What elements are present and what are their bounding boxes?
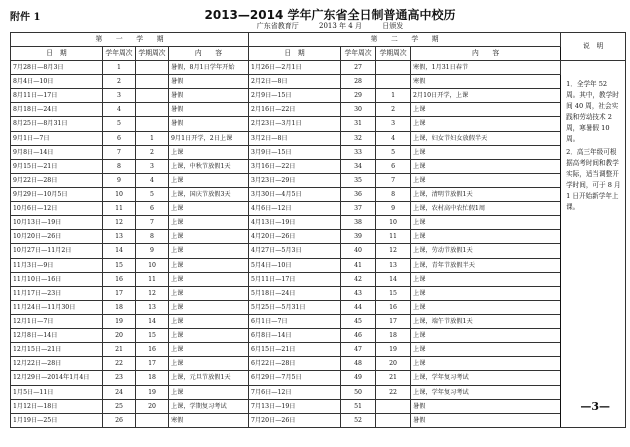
table-row [11,286,626,300]
term2-content-cell: 2月10日开学，上课 [411,89,561,103]
term2-term-week-cell: 8 [376,187,411,201]
term2-date-cell: 3月2日—8日 [249,131,341,145]
table-row [11,300,626,314]
term2-week-cell: 49 [341,371,376,385]
term1-date-cell: 12月29日—2014年1月4日 [11,371,103,385]
school-calendar-table [10,32,626,428]
term2-week-cell: 29 [341,89,376,103]
term-header-row [11,33,626,47]
term1-term-week-cell: 14 [136,314,169,328]
table-row [11,258,626,272]
term2-term-week-cell: 22 [376,385,411,399]
term1-content-cell: 上课 [169,300,249,314]
attachment-label: 附件 1 [10,12,41,23]
term1-week-cell: 18 [103,300,136,314]
term2-week-cell: 47 [341,343,376,357]
term2-week-cell: 30 [341,103,376,117]
term2-date-cell: 6月29日—7月5日 [249,371,341,385]
table-row [11,202,626,216]
term1-term-week-cell: 5 [136,187,169,201]
term1-date-cell: 11月3日—9日 [11,258,103,272]
term2-term-week-cell: 7 [376,173,411,187]
term1-date-cell: 1月5日—11日 [11,385,103,399]
table-row [11,75,626,89]
term2-week-cell: 33 [341,145,376,159]
term1-week-cell: 7 [103,145,136,159]
table-row [11,103,626,117]
term1-week-cell: 14 [103,244,136,258]
term1-week-cell: 17 [103,286,136,300]
term1-content-cell: 暑假 [169,75,249,89]
table-row [11,343,626,357]
term1-week-cell: 25 [103,399,136,413]
term2-date-header: 日 期 [249,47,341,61]
term2-week-cell: 35 [341,173,376,187]
term2-date-cell: 5月18日—24日 [249,286,341,300]
term1-content-header: 内 容 [169,47,249,61]
term2-date-cell: 4月6日—12日 [249,202,341,216]
term1-date-cell: 9月29日—10月5日 [11,187,103,201]
term2-term-week-cell [376,61,411,75]
term2-week-cell: 31 [341,117,376,131]
term1-date-cell: 11月10日—16日 [11,272,103,286]
term2-week-header: 学年周次 [341,47,376,61]
term2-term-week-cell: 12 [376,244,411,258]
term2-term-week-cell: 15 [376,286,411,300]
term1-week-cell: 1 [103,61,136,75]
term2-week-cell: 43 [341,286,376,300]
term2-content-cell: 上课，农村高中农忙假1周 [411,202,561,216]
table-row [11,131,626,145]
term2-term-week-cell: 16 [376,300,411,314]
term1-date-cell: 9月8日—14日 [11,145,103,159]
term1-week-cell: 10 [103,187,136,201]
term1-content-cell: 上课 [169,357,249,371]
term2-week-cell: 27 [341,61,376,75]
term2-content-cell: 上课 [411,329,561,343]
term1-date-cell: 12月8日—14日 [11,329,103,343]
term1-header: 第 一 学 期 [11,33,249,47]
term1-date-cell: 12月1日—7日 [11,314,103,328]
term2-week-cell: 28 [341,75,376,89]
issued-label: 日颁发 [382,22,404,30]
term2-content-cell: 上课，学年复习考试 [411,371,561,385]
term1-date-cell: 8月18日—24日 [11,103,103,117]
term2-content-cell: 寒假 [411,75,561,89]
notes-cell [561,61,626,428]
term1-date-cell: 7月28日—8月3日 [11,61,103,75]
term1-term-week-cell: 12 [136,286,169,300]
term1-content-cell: 上课，国庆节放假3天 [169,187,249,201]
term1-week-cell: 22 [103,357,136,371]
term2-term-week-cell: 19 [376,343,411,357]
term2-term-week-cell: 11 [376,230,411,244]
term1-term-week-cell: 8 [136,230,169,244]
term1-content-cell: 上课 [169,145,249,159]
term2-week-cell: 36 [341,187,376,201]
term1-date-cell: 11月17日—23日 [11,286,103,300]
term1-term-week-cell: 16 [136,343,169,357]
term1-term-week-cell: 9 [136,244,169,258]
term1-date-cell: 10月6日—12日 [11,202,103,216]
term2-date-cell: 3月16日—22日 [249,159,341,173]
term1-term-week-cell: 7 [136,216,169,230]
term2-week-cell: 34 [341,159,376,173]
term1-content-cell: 上课 [169,343,249,357]
term2-date-cell: 6月8日—14日 [249,329,341,343]
table-row [11,244,626,258]
term1-date-cell: 8月4日—10日 [11,75,103,89]
term1-term-week-cell: 4 [136,173,169,187]
term1-content-cell: 暑假 [169,103,249,117]
table-row [11,173,626,187]
term1-term-week-cell [136,89,169,103]
term1-date-header: 日 期 [11,47,103,61]
term2-date-cell: 5月4日—10日 [249,258,341,272]
term2-content-cell: 上课 [411,103,561,117]
term1-term-week-cell: 20 [136,399,169,413]
term1-date-cell: 10月20日—26日 [11,230,103,244]
term2-date-cell: 2月16日—22日 [249,103,341,117]
term1-content-cell: 上课，元旦节放假1天 [169,371,249,385]
term1-term-week-cell: 17 [136,357,169,371]
term1-content-cell: 暑假 [169,117,249,131]
term2-date-cell: 5月25日—5月31日 [249,300,341,314]
term1-term-week-cell [136,61,169,75]
term2-term-week-cell: 1 [376,89,411,103]
term2-date-cell: 7月13日—19日 [249,399,341,413]
term2-week-cell: 46 [341,329,376,343]
table-row [11,371,626,385]
term1-term-week-cell: 13 [136,300,169,314]
term1-term-week-cell: 18 [136,371,169,385]
term2-content-cell: 上课 [411,286,561,300]
term2-date-cell: 6月22日—28日 [249,357,341,371]
term1-week-cell: 21 [103,343,136,357]
term2-content-cell: 上课，妇女节妇女放假半天 [411,131,561,145]
term1-content-cell: 暑假 [169,89,249,103]
term1-term-week-cell [136,75,169,89]
term1-date-cell: 9月22日—28日 [11,173,103,187]
term1-content-cell: 寒假 [169,413,249,427]
term2-content-cell: 上课 [411,230,561,244]
term2-term-week-cell: 3 [376,117,411,131]
table-row [11,272,626,286]
term1-content-cell: 上课 [169,385,249,399]
term2-content-cell: 上课 [411,117,561,131]
term2-date-cell: 4月27日—5月3日 [249,244,341,258]
term1-term-week-cell: 2 [136,145,169,159]
term1-term-week-cell: 11 [136,272,169,286]
term1-week-cell: 3 [103,89,136,103]
term2-date-cell: 7月6日—12日 [249,385,341,399]
term2-week-cell: 42 [341,272,376,286]
term1-week-cell: 24 [103,385,136,399]
term1-term-week-cell: 6 [136,202,169,216]
term1-date-cell: 12月22日—28日 [11,357,103,371]
table-row [11,216,626,230]
term1-date-cell: 10月13日—19日 [11,216,103,230]
page-subtitle [180,21,480,31]
term2-date-cell: 1月26日—2月1日 [249,61,341,75]
table-row [11,117,626,131]
term1-content-cell: 上课 [169,286,249,300]
table-row [11,399,626,413]
term2-date-cell: 2月9日—15日 [249,89,341,103]
term1-content-cell: 上课 [169,230,249,244]
term2-content-cell: 上课，青年节放假半天 [411,258,561,272]
table-row [11,230,626,244]
term1-week-cell: 16 [103,272,136,286]
term1-content-cell: 上课 [169,244,249,258]
term1-date-cell: 10月27日—11月2日 [11,244,103,258]
term1-content-cell: 上课 [169,202,249,216]
term1-week-cell: 4 [103,103,136,117]
term1-term-week-cell [136,413,169,427]
term2-content-cell: 上课 [411,159,561,173]
term2-term-week-cell: 9 [376,202,411,216]
term2-term-week-cell: 10 [376,216,411,230]
term1-term-week-cell [136,117,169,131]
table-row [11,187,626,201]
term2-content-cell: 上课 [411,357,561,371]
term2-content-cell: 上课，劳动节放假1天 [411,244,561,258]
term2-date-cell: 6月15日—21日 [249,343,341,357]
term1-content-cell: 上课，学期复习考试 [169,399,249,413]
term2-week-cell: 41 [341,258,376,272]
term2-term-week-cell: 14 [376,272,411,286]
term2-week-cell: 45 [341,314,376,328]
term2-date-cell: 5月11日—17日 [249,272,341,286]
term1-date-cell: 9月1日—7日 [11,131,103,145]
term2-content-cell: 上课，清明节放假1天 [411,187,561,201]
term2-term-week-cell [376,75,411,89]
term1-content-cell: 9月1日开学，2日上课 [169,131,249,145]
page-number: —3— [580,400,610,413]
term2-term-week-cell: 20 [376,357,411,371]
term1-week-cell: 5 [103,117,136,131]
note-item: 2．高三年级可根据高考时间和教学实际，适当调整开学时间，可于 8 月 1 日开始新学年上课。 [566,148,621,211]
term1-date-cell: 8月25日—8月31日 [11,117,103,131]
term1-term-week-cell: 3 [136,159,169,173]
term2-content-cell: 上课 [411,216,561,230]
term1-week-cell: 20 [103,329,136,343]
term2-week-cell: 40 [341,244,376,258]
term2-week-cell: 52 [341,413,376,427]
term2-content-cell: 上课 [411,145,561,159]
term2-term-week-cell: 17 [376,314,411,328]
term2-week-cell: 51 [341,399,376,413]
term2-date-cell: 6月1日—7日 [249,314,341,328]
term2-week-cell: 44 [341,300,376,314]
table-row [11,145,626,159]
term1-week-cell: 6 [103,131,136,145]
term1-week-cell: 13 [103,230,136,244]
term1-term-week-cell: 15 [136,329,169,343]
page-title: 2013—2014 学年广东省全日制普通高中校历 [204,8,456,22]
term1-content-cell: 上课，中秋节放假1天 [169,159,249,173]
term1-week-cell: 26 [103,413,136,427]
term1-week-cell: 15 [103,258,136,272]
term1-content-cell: 暑假，8月1日学年开始 [169,61,249,75]
term2-content-cell: 上课，学年复习考试 [411,385,561,399]
table-row [11,385,626,399]
term1-content-cell: 上课 [169,329,249,343]
term2-content-cell: 上课 [411,272,561,286]
term2-term-week-cell [376,413,411,427]
term1-week-header: 学年周次 [103,47,136,61]
table-row [11,314,626,328]
term1-term-week-cell [136,103,169,117]
notes-header: 说 明 [561,33,626,61]
term2-term-week-cell: 18 [376,329,411,343]
term1-date-cell: 1月12日—18日 [11,399,103,413]
term1-week-cell: 9 [103,173,136,187]
term2-term-week-cell: 2 [376,103,411,117]
term2-content-cell: 上课 [411,173,561,187]
term2-content-cell: 上课，端午节放假1天 [411,314,561,328]
term1-content-cell: 上课 [169,216,249,230]
term2-week-cell: 32 [341,131,376,145]
term2-date-cell: 2月23日—3月1日 [249,117,341,131]
term1-term-week-cell: 10 [136,258,169,272]
term2-date-cell: 3月30日—4月5日 [249,187,341,201]
term1-week-cell: 19 [103,314,136,328]
term2-week-cell: 39 [341,230,376,244]
term1-date-cell: 1月19日—25日 [11,413,103,427]
term1-week-cell: 8 [103,159,136,173]
term2-date-cell: 4月20日—26日 [249,230,341,244]
term1-term-week-header: 学期周次 [136,47,169,61]
term2-content-header: 内 容 [411,47,561,61]
term2-term-week-cell: 6 [376,159,411,173]
term1-content-cell: 上课 [169,258,249,272]
term1-date-cell: 8月11日—17日 [11,89,103,103]
table-row [11,413,626,427]
term2-content-cell: 上课 [411,300,561,314]
term1-date-cell: 12月15日—21日 [11,343,103,357]
term1-content-cell: 上课 [169,272,249,286]
term1-content-cell: 上课 [169,314,249,328]
publisher: 广东省教育厅 [256,22,299,30]
term2-term-week-cell: 13 [376,258,411,272]
term2-date-cell: 4月13日—19日 [249,216,341,230]
term2-content-cell: 暑假 [411,399,561,413]
term1-date-cell: 9月15日—21日 [11,159,103,173]
column-header-row [11,47,626,61]
term1-date-cell: 11月24日—11月30日 [11,300,103,314]
term1-term-week-cell: 19 [136,385,169,399]
term2-date-cell: 3月23日—29日 [249,173,341,187]
term2-content-cell: 寒假，1月31日春节 [411,61,561,75]
issued-date: 2013 年 4 月 [319,22,362,30]
term2-week-cell: 48 [341,357,376,371]
note-item: 1．全学年 52 周。其中，教学时间 40 周，社会实践和劳动技术 2 周，寒暑假 10 周。 [566,80,619,143]
term1-term-week-cell: 1 [136,131,169,145]
term1-content-cell: 上课 [169,173,249,187]
term1-week-cell: 12 [103,216,136,230]
term2-content-cell: 暑假 [411,413,561,427]
term2-term-week-cell: 5 [376,145,411,159]
term2-week-cell: 50 [341,385,376,399]
term2-content-cell: 上课 [411,343,561,357]
table-row [11,329,626,343]
table-row [11,61,626,75]
term2-date-cell: 7月20日—26日 [249,413,341,427]
term1-week-cell: 11 [103,202,136,216]
table-row [11,357,626,371]
term2-term-week-cell: 4 [376,131,411,145]
table-row [11,159,626,173]
table-row [11,89,626,103]
term1-week-cell: 2 [103,75,136,89]
term2-term-week-cell: 21 [376,371,411,385]
term2-week-cell: 37 [341,202,376,216]
term2-term-week-header: 学期周次 [376,47,411,61]
term1-week-cell: 23 [103,371,136,385]
term2-header: 第 二 学 期 [249,33,561,47]
term2-term-week-cell [376,399,411,413]
term2-week-cell: 38 [341,216,376,230]
term2-date-cell: 3月9日—15日 [249,145,341,159]
term2-date-cell: 2月2日—8日 [249,75,341,89]
